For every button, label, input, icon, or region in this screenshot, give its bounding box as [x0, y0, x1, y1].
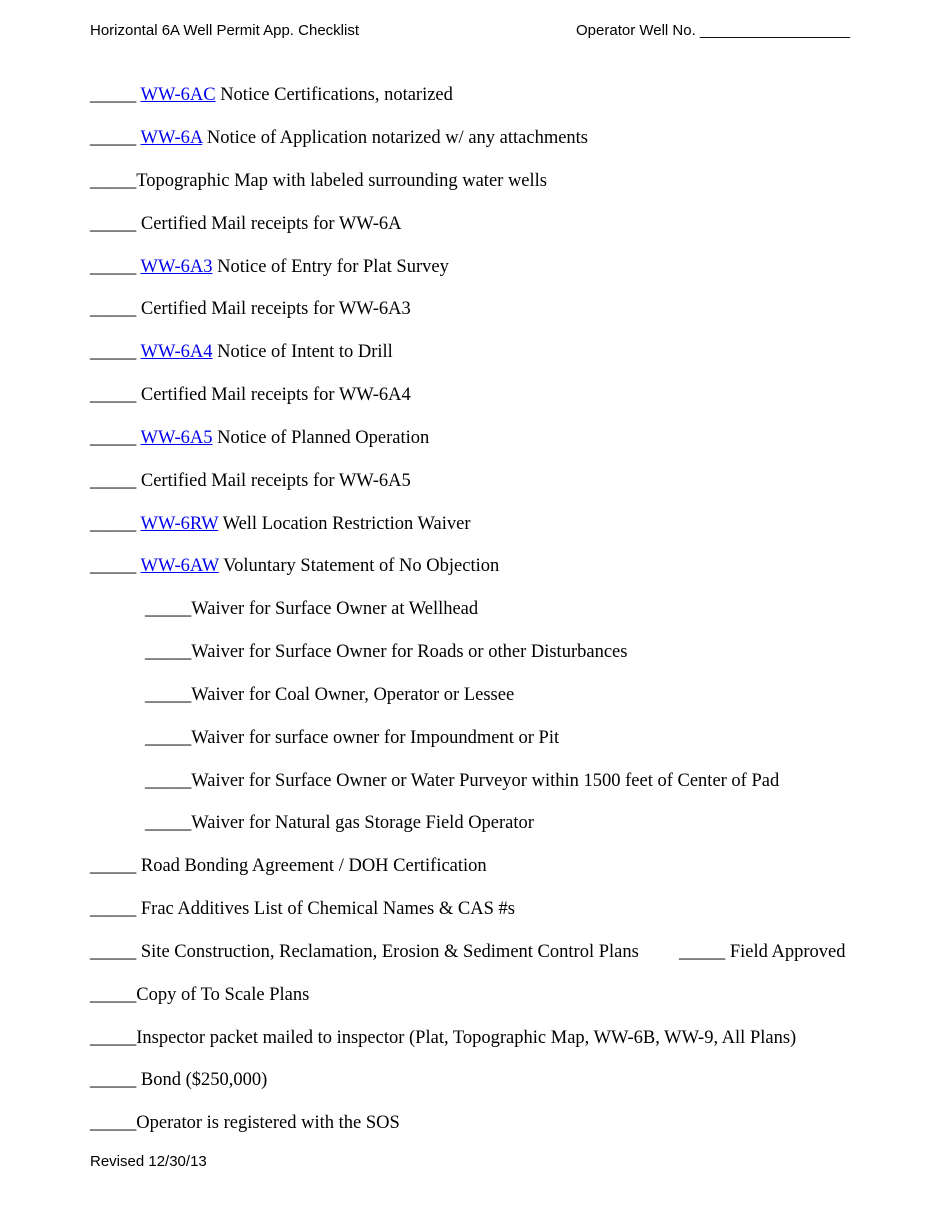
item-label: Well Location Restriction Waiver: [218, 514, 471, 534]
checklist-item-scale-plans: [90, 984, 309, 1006]
item-label: Waiver for Surface Owner or Water Purveyor within 1500 feet of Center of Pad: [191, 771, 780, 791]
check-blank[interactable]: _____: [145, 642, 192, 662]
check-blank[interactable]: _____: [90, 1070, 141, 1090]
waiver-item-gas-storage-operator: [145, 812, 534, 834]
item-label: Notice of Entry for Plat Survey: [212, 257, 449, 277]
item-label: Waiver for Surface Owner at Wellhead: [191, 599, 479, 619]
check-blank[interactable]: _____: [90, 214, 141, 234]
waiver-item-surface-owner-roads: [145, 641, 627, 663]
ww-6a4-link[interactable]: WW-6A4: [140, 342, 213, 362]
item-label: Notice Certifications, notarized: [215, 85, 453, 105]
item-label: Frac Additives List of Chemical Names & CAS #s: [140, 899, 515, 919]
check-blank[interactable]: _____: [90, 428, 141, 448]
waiver-item-surface-owner-wellhead: [145, 598, 478, 620]
item-label: Certified Mail receipts for WW-6A: [140, 214, 402, 234]
document-title: Horizontal 6A Well Permit App. Checklist: [90, 22, 359, 39]
ww-6aw-link[interactable]: WW-6AW: [140, 556, 219, 576]
revision-date: Revised 12/30/13: [90, 1153, 207, 1170]
item-label: Notice of Application notarized w/ any attachments: [202, 128, 589, 148]
item-label: Site Construction, Reclamation, Erosion & Sediment Control Plans: [140, 942, 639, 962]
checklist-item-ww6ac: [90, 84, 453, 106]
item-label: Waiver for surface owner for Impoundment or Pit: [191, 728, 560, 748]
check-blank[interactable]: _____: [90, 942, 141, 962]
check-blank[interactable]: _____: [90, 985, 137, 1005]
check-blank[interactable]: _____: [145, 771, 192, 791]
checklist-item-ww6a4: [90, 341, 393, 363]
checklist-item-certified-mail-ww6a: [90, 213, 402, 235]
checklist-item-frac-additives: [90, 898, 515, 920]
checklist-item-ww6aw: [90, 555, 499, 577]
item-label: Road Bonding Agreement / DOH Certification: [140, 856, 487, 876]
check-blank[interactable]: _____: [90, 171, 137, 191]
check-blank[interactable]: _____: [90, 556, 141, 576]
check-blank[interactable]: _____: [90, 299, 141, 319]
waiver-item-water-purveyor: [145, 770, 779, 792]
item-label: Certified Mail receipts for WW-6A4: [140, 385, 411, 405]
checklist-item-sos-registration: [90, 1112, 400, 1134]
item-label: Waiver for Coal Owner, Operator or Lessee: [191, 685, 515, 705]
item-label: Notice of Planned Operation: [212, 428, 430, 448]
item-label: Copy of To Scale Plans: [136, 985, 310, 1005]
check-blank[interactable]: _____: [145, 685, 192, 705]
checklist-item-topographic-map: [90, 170, 547, 192]
item-label: Voluntary Statement of No Objection: [218, 556, 500, 576]
check-blank[interactable]: _____: [145, 728, 192, 748]
check-blank[interactable]: _____: [90, 514, 141, 534]
check-blank[interactable]: _____: [90, 856, 141, 876]
check-blank[interactable]: _____: [90, 385, 141, 405]
check-blank[interactable]: _____: [90, 1113, 137, 1133]
waiver-item-impoundment-pit: [145, 727, 559, 749]
item-label: Certified Mail receipts for WW-6A3: [140, 299, 411, 319]
checklist-item-certified-mail-ww6a5: [90, 470, 411, 492]
ww-6a5-link[interactable]: WW-6A5: [140, 428, 213, 448]
ww-6ac-link[interactable]: WW-6AC: [140, 85, 216, 105]
item-label: Bond ($250,000): [140, 1070, 268, 1090]
ww-6rw-link[interactable]: WW-6RW: [140, 514, 219, 534]
waiver-item-coal-owner: [145, 684, 514, 706]
checklist-item-bond: [90, 1069, 267, 1091]
check-blank[interactable]: _____: [145, 599, 192, 619]
check-blank[interactable]: _____: [90, 257, 141, 277]
item-label: Inspector packet mailed to inspector (Plat, Topographic Map, WW-6B, WW-9, All Plans): [136, 1028, 797, 1048]
check-blank[interactable]: _____: [90, 128, 141, 148]
check-blank[interactable]: _____: [90, 85, 141, 105]
item-label: Waiver for Surface Owner for Roads or other Disturbances: [191, 642, 628, 662]
item-label: Topographic Map with labeled surrounding water wells: [136, 171, 547, 191]
checklist-item-ww6a3: [90, 256, 449, 278]
check-blank[interactable]: _____: [90, 471, 141, 491]
operator-well-number-field: Operator Well No. __________________: [576, 22, 851, 39]
checklist-item-certified-mail-ww6a4: [90, 384, 411, 406]
checklist-item-road-bonding: [90, 855, 487, 877]
check-blank[interactable]: _____: [90, 899, 141, 919]
check-blank[interactable]: _____: [90, 342, 141, 362]
item-label: Notice of Intent to Drill: [212, 342, 393, 362]
check-blank[interactable]: _____: [145, 813, 192, 833]
checklist-item-inspector-packet: [90, 1027, 796, 1049]
ww-6a-link[interactable]: WW-6A: [140, 128, 203, 148]
checklist-item-ww6a5: [90, 427, 429, 449]
field-approved-check[interactable]: _____ Field Approved: [679, 942, 846, 962]
ww-6a3-link[interactable]: WW-6A3: [140, 257, 213, 277]
item-label: Waiver for Natural gas Storage Field Operator: [191, 813, 534, 833]
item-label: Operator is registered with the SOS: [136, 1113, 400, 1133]
check-blank[interactable]: _____: [90, 1028, 137, 1048]
checklist-item-certified-mail-ww6a3: [90, 298, 411, 320]
checklist-item-ww6rw: [90, 513, 471, 535]
item-label: Certified Mail receipts for WW-6A5: [140, 471, 411, 491]
checklist-item-ww6a: [90, 127, 588, 149]
